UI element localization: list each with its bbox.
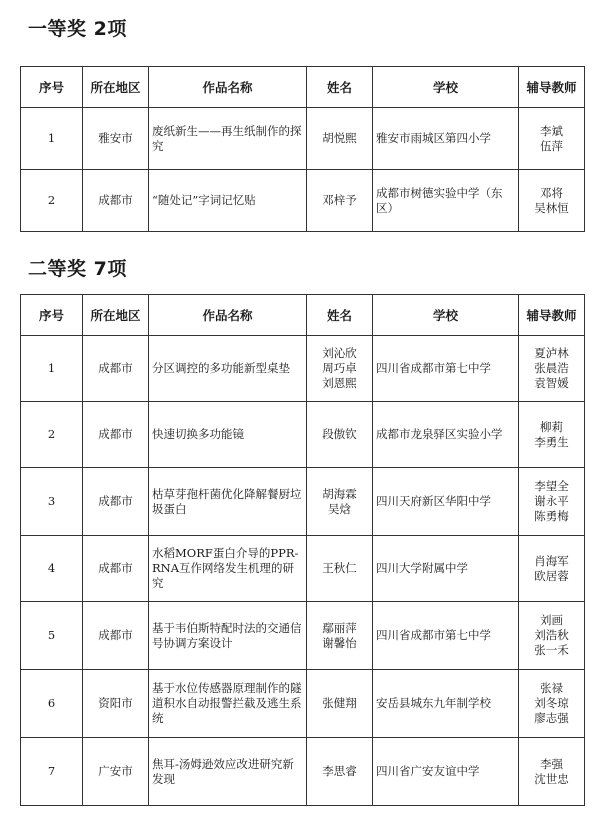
student-name: 李思睿	[322, 764, 357, 778]
table-header-row	[21, 67, 585, 108]
cell-work: 焦耳-汤姆逊效应改进研究新发现	[149, 738, 307, 806]
cell-work: 枯草芽孢杆菌优化降解餐厨垃圾蛋白	[149, 468, 307, 536]
cell-region: 成都市	[83, 602, 149, 670]
teacher-name: 伍萍	[540, 138, 563, 153]
header-teacher: 辅导教师	[519, 67, 585, 108]
cell-school: 四川省成都市第七中学	[373, 602, 519, 670]
section-title-second-prize: 二等奖 7项	[28, 258, 127, 280]
cell-teachers	[519, 402, 585, 468]
student-name: 谢馨怡	[322, 635, 357, 650]
teacher-name: 欧居蓉	[534, 568, 569, 583]
cell-work: 废纸新生——再生纸制作的探究	[149, 108, 307, 170]
teacher-name: 李强	[540, 756, 563, 771]
student-name: 王秋仁	[322, 561, 357, 575]
teacher-name: 陈勇梅	[534, 509, 569, 523]
cell-names	[307, 738, 373, 806]
cell-teachers	[519, 670, 585, 738]
header-region: 所在地区	[83, 67, 149, 108]
cell-no: 6	[21, 670, 83, 738]
cell-names	[307, 336, 373, 402]
header-name: 姓名	[307, 67, 373, 108]
student-name: 邓梓予	[322, 193, 357, 207]
table-row	[21, 738, 585, 806]
teacher-name: 张禄	[540, 681, 563, 695]
teacher-name: 吴林恒	[534, 200, 569, 215]
cell-names	[307, 402, 373, 468]
first-prize-table	[20, 66, 585, 232]
cell-teachers	[519, 336, 585, 402]
student-name: 鄢丽萍	[322, 620, 357, 635]
student-name: 段傲钦	[322, 427, 357, 441]
cell-teachers	[519, 536, 585, 602]
teacher-name: 谢永平	[534, 494, 569, 508]
header-school: 学校	[373, 295, 519, 336]
cell-teachers	[519, 738, 585, 806]
cell-region: 成都市	[83, 468, 149, 536]
student-name: 周巧卓	[322, 361, 357, 375]
cell-no: 1	[21, 108, 83, 170]
table-row	[21, 402, 585, 468]
header-region: 所在地区	[83, 295, 149, 336]
teacher-name: 刘画	[540, 613, 563, 627]
cell-region: 资阳市	[83, 670, 149, 738]
header-work: 作品名称	[149, 295, 307, 336]
cell-region: 成都市	[83, 336, 149, 402]
cell-names	[307, 468, 373, 536]
table-row	[21, 536, 585, 602]
cell-names	[307, 602, 373, 670]
cell-school: 成都市龙泉驿区实验小学	[373, 402, 519, 468]
cell-no: 2	[21, 402, 83, 468]
cell-teachers	[519, 602, 585, 670]
teacher-name: 沈世忠	[534, 771, 569, 786]
cell-school: 安岳县城东九年制学校	[373, 670, 519, 738]
student-name: 刘恩熙	[322, 376, 357, 390]
header-work: 作品名称	[149, 67, 307, 108]
teacher-name: 肖海军	[534, 553, 569, 568]
cell-school: 四川天府新区华阳中学	[373, 468, 519, 536]
teacher-name: 张一禾	[534, 643, 569, 657]
student-name: 刘沁欣	[322, 346, 357, 360]
header-teacher: 辅导教师	[519, 295, 585, 336]
table-row	[21, 108, 585, 170]
cell-no: 2	[21, 170, 83, 232]
cell-school: 雅安市雨城区第四小学	[373, 108, 519, 170]
teacher-name: 刘冬琼	[534, 696, 569, 710]
cell-names	[307, 170, 373, 232]
teacher-name: 夏泸林	[534, 346, 569, 360]
table-row	[21, 336, 585, 402]
teacher-name: 李望全	[534, 479, 569, 493]
header-no: 序号	[21, 67, 83, 108]
cell-names	[307, 670, 373, 738]
second-prize-table	[20, 294, 585, 806]
cell-no: 3	[21, 468, 83, 536]
teacher-name: 廖志强	[534, 711, 569, 725]
cell-region: 广安市	[83, 738, 149, 806]
cell-region: 成都市	[83, 402, 149, 468]
cell-no: 5	[21, 602, 83, 670]
cell-work: 水稻MORF蛋白介导的PPR-RNA互作网络发生机理的研究	[149, 536, 307, 602]
cell-work: 快速切换多功能镜	[149, 402, 307, 468]
cell-no: 4	[21, 536, 83, 602]
teacher-name: 刘浩秋	[534, 628, 569, 642]
cell-no: 7	[21, 738, 83, 806]
cell-work: “随处记”字词记忆贴	[149, 170, 307, 232]
section-title-first-prize: 一等奖 2项	[28, 18, 127, 40]
teacher-name: 李斌	[540, 123, 563, 138]
teacher-name: 柳莉	[540, 419, 563, 434]
cell-work: 基于水位传感器原理制作的隧道积水自动报警拦截及逃生系统	[149, 670, 307, 738]
cell-region: 成都市	[83, 536, 149, 602]
cell-work: 基于韦伯斯特配时法的交通信号协调方案设计	[149, 602, 307, 670]
header-name: 姓名	[307, 295, 373, 336]
table-row	[21, 170, 585, 232]
teacher-name: 张晨浩	[534, 361, 569, 375]
student-name: 胡海霖	[322, 486, 357, 501]
cell-region: 雅安市	[83, 108, 149, 170]
cell-region: 成都市	[83, 170, 149, 232]
table-header-row	[21, 295, 585, 336]
cell-work: 分区调控的多功能新型桌垫	[149, 336, 307, 402]
student-name: 胡悦熙	[322, 131, 357, 145]
table-row	[21, 602, 585, 670]
teacher-name: 邓将	[540, 185, 563, 200]
teacher-name: 李勇生	[534, 434, 569, 449]
header-school: 学校	[373, 67, 519, 108]
cell-names	[307, 536, 373, 602]
teacher-name: 袁智媛	[534, 376, 569, 390]
table-row	[21, 670, 585, 738]
cell-teachers	[519, 468, 585, 536]
cell-school: 四川省成都市第七中学	[373, 336, 519, 402]
cell-school: 成都市树德实验中学（东区）	[373, 170, 519, 232]
cell-school: 四川省广安友谊中学	[373, 738, 519, 806]
cell-teachers	[519, 108, 585, 170]
cell-school: 四川大学附属中学	[373, 536, 519, 602]
table-row	[21, 468, 585, 536]
cell-teachers	[519, 170, 585, 232]
cell-no: 1	[21, 336, 83, 402]
student-name: 张健翔	[322, 696, 357, 710]
cell-names	[307, 108, 373, 170]
header-no: 序号	[21, 295, 83, 336]
student-name: 吴焓	[328, 501, 351, 516]
